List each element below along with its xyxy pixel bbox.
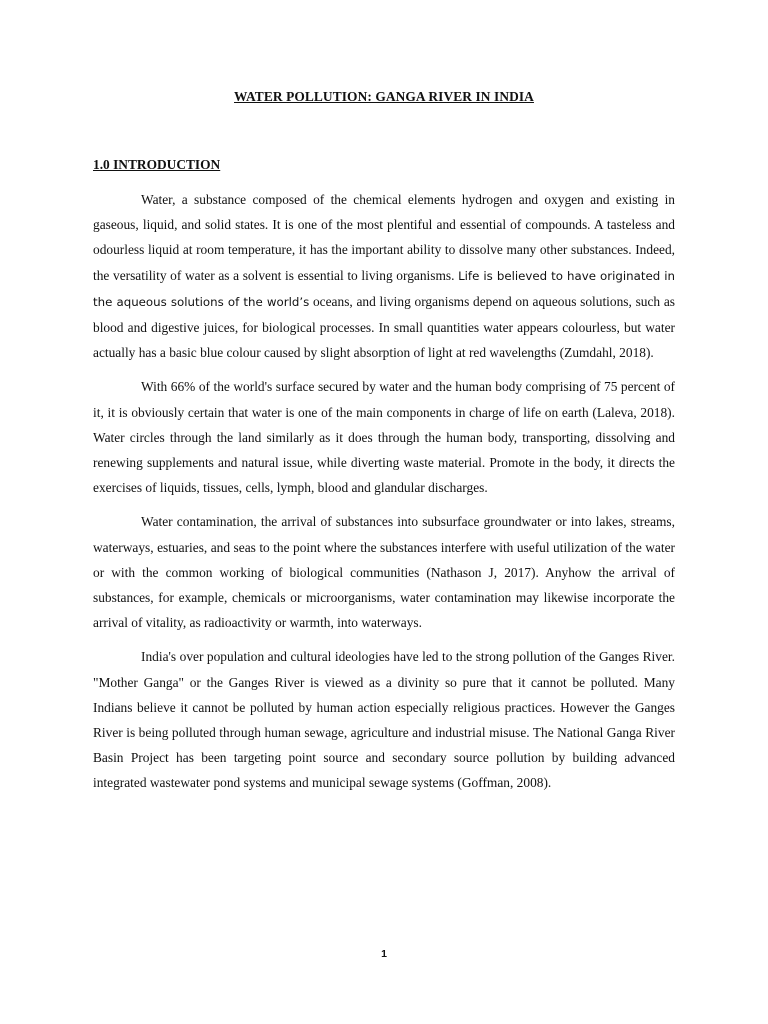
paragraph-1 (93, 187, 675, 365)
page-number: 1 (381, 948, 387, 960)
section-heading: 1.0 INTRODUCTION (93, 157, 221, 172)
paragraph-1-text-b: Life is believed to have originated in the aqueous solutions of the world’s (93, 268, 676, 309)
paragraph-1-text-a: Water, a substance composed of the chemical elements hydrogen and oxygen and existing in gaseous, liquid, and solid states. It is one of the most plentiful and essential of compounds. A tasteless and odourless liquid at room temperature, it has the important ability to dissolve many other substances. Indeed, the versatility of water as a solvent is essential to living organisms. (93, 192, 675, 283)
document-body (93, 187, 675, 805)
paragraph-2: With 66% of the world's surface secured by water and the human body comprising of 75 percent of it, it is obviously certain that water is one of the main components in charge of life on earth (Laleva, 2018). Water circles through the land similarly as it does through the human body, transporting, dissolving and renewing supplements and natural issue, while diverting waste material. Promote in the body, it directs the exercises of liquids, tissues, cells, lymph, blood and glandular discharges. (93, 379, 675, 496)
paragraph-1-text-c: oceans, and living organisms depend on aqueous solutions, such as blood and digestive juices, for biological processes. In small quantities water appears colourless, but water actually has a basic blue colour caused by slight absorption of light at red wavelengths (Zumdahl, 2018). (93, 293, 675, 361)
paragraph-3: Water contamination, the arrival of substances into subsurface groundwater or into lakes, streams, waterways, estuaries, and seas to the point where the substances interfere with useful utilization of the water or with the common working of biological communities (Nathason J, 2017). Anyhow the arrival of substances, for example, chemicals or microorganisms, water contamination may likewise incorporate the arrival of vitality, as radioactivity or warmth, into waterways. (93, 514, 675, 631)
paragraph-4: India's over population and cultural ideologies have led to the strong pollution of the Ganges River. "Mother Ganga" or the Ganges River is viewed as a divinity so pure that it cannot be polluted. Many Indians believe it cannot be polluted by human action especially religious practices. However the Ganges River is being polluted through human sewage, agriculture and industrial misuse. The National Ganga River Basin Project has been targeting point source and secondary source pollution by building advanced integrated wastewater pond systems and municipal sewage systems (Goffman, 2008). (93, 649, 675, 791)
document-title: WATER POLLUTION: GANGA RIVER IN INDIA (234, 89, 534, 104)
